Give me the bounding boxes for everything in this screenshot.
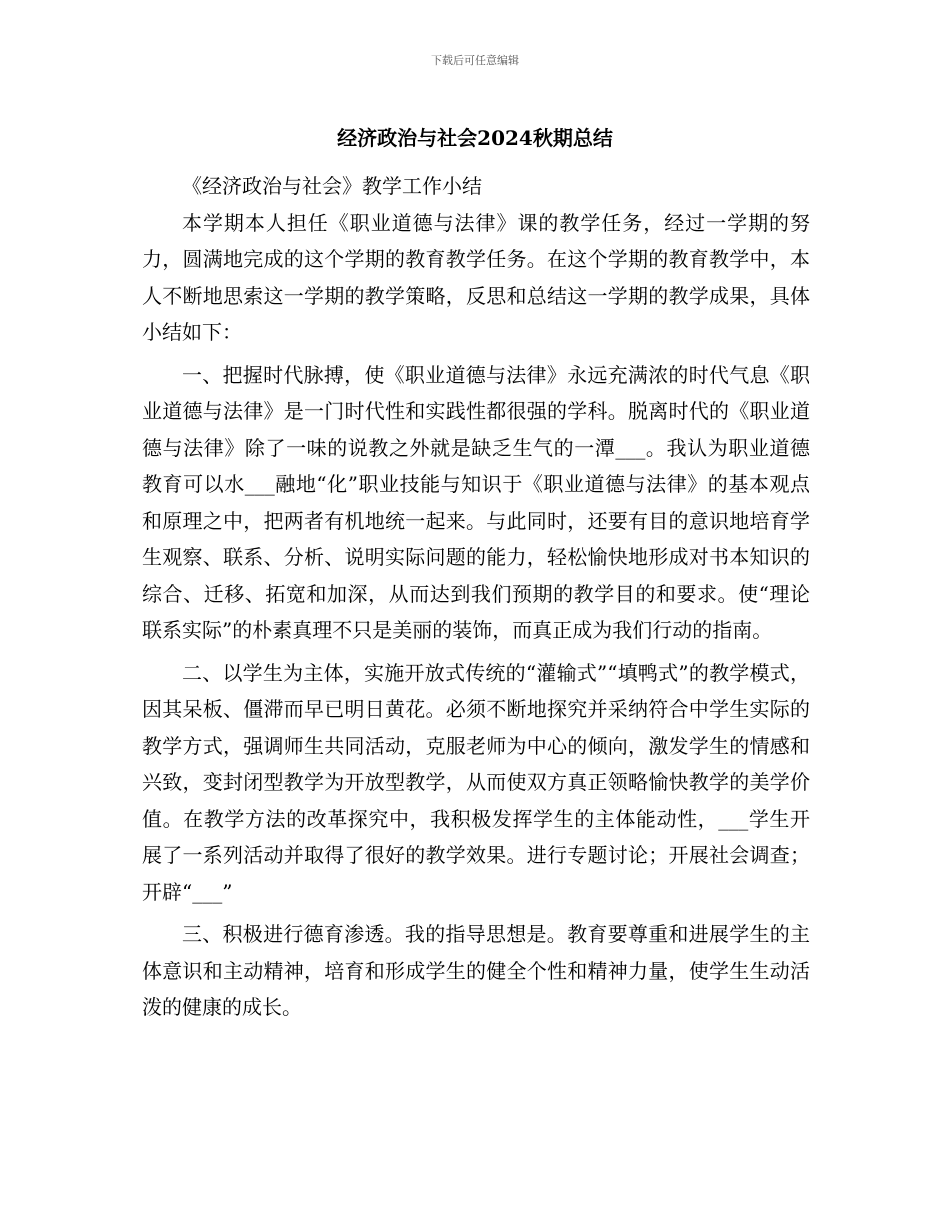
section-two-paragraph: 二、以学生为主体，实施开放式传统的“灌输式”“填鸭式”的教学模式，因其呆板、僵滞而早已明日黄花。必须不断地探究并采纳符合中学生实际的教学方式，强调师生共同活动，克服老师为中心的倾向，激发学生的情感和兴致，变封闭型教学为开放型教学，从而使双方真正领略愉快教学的美学价值。在教学方法的改革探究中，我积极发挥学生的主体能动性，___学生开展了一系列活动并取得了很好的教学效果。进行专题讨论；开展社会调查；开辟“___” xyxy=(142,660,810,904)
intro-paragraph: 本学期本人担任《职业道德与法律》课的教学任务，经过一学期的努力，圆满地完成的这个学期的教育教学任务。在这个学期的教育教学中，本人不断地思索这一学期的教学策略，反思和总结这一学期的教学成果，具体小结如下： xyxy=(142,210,810,344)
document-title: 经济政治与社会2024秋期总结 xyxy=(337,126,613,150)
header-note: 下载后可任意编辑 xyxy=(431,54,519,67)
subtitle-paragraph: 《经济政治与社会》教学工作小结 xyxy=(182,174,482,198)
document-body xyxy=(142,168,810,1026)
section-one-paragraph: 一、把握时代脉搏，使《职业道德与法律》永远充满浓的时代气息《职业道德与法律》是一门时代性和实践性都很强的学科。脱离时代的《职业道德与法律》除了一味的说教之外就是缺乏生气的一潭___。我认为职业道德教育可以水___融地“化”职业技能与知识于《职业道德与法律》的基本观点和原理之中，把两者有机地统一起来。与此同时，还要有目的意识地培育学生观察、联系、分析、说明实际问题的能力，轻松愉快地形成对书本知识的综合、迁移、拓宽和加深，从而达到我们预期的教学目的和要求。使“理论联系实际”的朴素真理不只是美丽的装饰，而真正成为我们行动的指南。 xyxy=(142,362,810,642)
section-three-paragraph: 三、积极进行德育渗透。我的指导思想是。教育要尊重和进展学生的主体意识和主动精神，培育和形成学生的健全个性和精神力量，使学生生动活泼的健康的成长。 xyxy=(142,922,810,1019)
